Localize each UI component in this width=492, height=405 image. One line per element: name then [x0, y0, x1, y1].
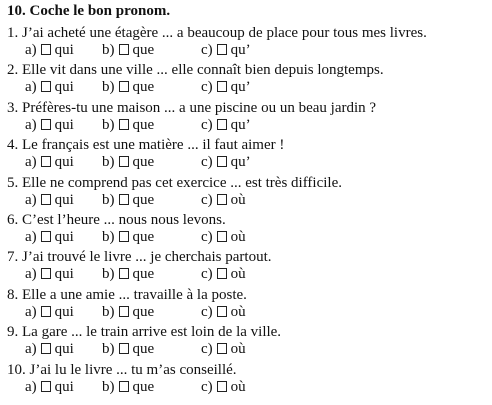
option-text: qui: [54, 303, 74, 320]
option-b-choice[interactable]: [102, 340, 154, 358]
option-c-choice[interactable]: [201, 303, 246, 321]
option-text: où: [230, 228, 246, 245]
option-b-choice[interactable]: [102, 116, 154, 134]
option-letter: b): [102, 154, 115, 171]
option-text: que: [132, 378, 155, 395]
question-text: 4. Le français est une matière ... il faut aimer !: [7, 137, 285, 154]
question-item: [0, 248, 492, 285]
checkbox-icon[interactable]: [119, 231, 129, 242]
option-c-choice[interactable]: [201, 378, 246, 396]
option-letter: a): [25, 266, 37, 283]
option-a-choice[interactable]: [25, 116, 74, 134]
option-letter: a): [25, 341, 37, 358]
question-item: [0, 61, 492, 98]
option-text: où: [230, 266, 246, 283]
option-letter: b): [102, 228, 115, 245]
question-text: 2. Elle vit dans une ville ... elle connaît bien depuis longtemps.: [7, 62, 384, 79]
option-letter: a): [25, 191, 37, 208]
checkbox-icon[interactable]: [217, 81, 227, 92]
option-letter: c): [201, 154, 213, 171]
question-item: [0, 323, 492, 360]
option-a-choice[interactable]: [25, 340, 74, 358]
option-a-choice[interactable]: [25, 153, 74, 171]
option-letter: a): [25, 79, 37, 96]
option-letter: c): [201, 341, 213, 358]
option-b-choice[interactable]: [102, 265, 154, 283]
option-text: qu’: [230, 42, 251, 58]
question-item: [0, 211, 492, 248]
option-c-choice[interactable]: [201, 116, 251, 134]
option-a-choice[interactable]: [25, 265, 74, 283]
option-letter: b): [102, 378, 115, 395]
option-letter: a): [25, 154, 37, 171]
checkbox-icon[interactable]: [217, 381, 227, 392]
option-text: où: [230, 378, 246, 395]
option-letter: c): [201, 303, 213, 320]
option-b-choice[interactable]: [102, 378, 154, 396]
option-c-choice[interactable]: [201, 265, 246, 283]
option-text: qui: [54, 341, 74, 358]
checkbox-icon[interactable]: [119, 268, 129, 279]
question-text: 10. J’ai lu le livre ... tu m’as conseillé.: [7, 361, 237, 378]
option-letter: c): [201, 228, 213, 245]
checkbox-icon[interactable]: [41, 381, 51, 392]
option-letter: c): [201, 116, 213, 133]
checkbox-icon[interactable]: [217, 156, 227, 167]
checkbox-icon[interactable]: [217, 44, 227, 55]
option-letter: a): [25, 303, 37, 320]
option-b-choice[interactable]: [102, 153, 154, 171]
option-text: que: [132, 116, 155, 133]
question-text: 3. Préfères-tu une maison ... a une piscine ou un beau jardin ?: [7, 99, 377, 116]
option-b-choice[interactable]: [102, 228, 154, 246]
option-text: qui: [54, 116, 74, 133]
question-text: 8. Elle a une amie ... travaille à la poste.: [7, 286, 247, 303]
option-text: qui: [54, 42, 74, 58]
checkbox-icon[interactable]: [119, 343, 129, 354]
option-b-choice[interactable]: [102, 41, 154, 59]
question-item: [0, 286, 492, 323]
option-text: qu’: [230, 154, 251, 171]
checkbox-icon[interactable]: [119, 194, 129, 205]
option-b-choice[interactable]: [102, 303, 154, 321]
option-letter: a): [25, 228, 37, 245]
option-letter: b): [102, 303, 115, 320]
option-b-choice[interactable]: [102, 191, 154, 209]
option-letter: a): [25, 116, 37, 133]
option-text: où: [230, 341, 246, 358]
option-letter: b): [102, 42, 115, 58]
checkbox-icon[interactable]: [41, 194, 51, 205]
option-letter: c): [201, 42, 213, 58]
option-letter: b): [102, 116, 115, 133]
question-item: [0, 24, 492, 61]
option-letter: c): [201, 378, 213, 395]
checkbox-icon[interactable]: [119, 306, 129, 317]
option-c-choice[interactable]: [201, 228, 246, 246]
option-text: où: [230, 191, 246, 208]
question-item: [0, 136, 492, 173]
checkbox-icon[interactable]: [119, 81, 129, 92]
option-a-choice[interactable]: [25, 378, 74, 396]
checkbox-icon[interactable]: [217, 306, 227, 317]
option-text: que: [132, 79, 155, 96]
checkbox-icon[interactable]: [41, 268, 51, 279]
checkbox-icon[interactable]: [41, 231, 51, 242]
option-text: qui: [54, 228, 74, 245]
option-a-choice[interactable]: [25, 191, 74, 209]
option-text: que: [132, 303, 155, 320]
option-text: qui: [54, 154, 74, 171]
option-text: que: [132, 266, 155, 283]
question-text: 6. C’est l’heure ... nous nous levons.: [7, 211, 226, 228]
option-text: où: [230, 303, 246, 320]
option-c-choice[interactable]: [201, 191, 246, 209]
option-text: que: [132, 341, 155, 358]
option-letter: c): [201, 266, 213, 283]
option-letter: b): [102, 79, 115, 96]
option-c-choice[interactable]: [201, 78, 251, 96]
option-letter: a): [25, 378, 37, 395]
question-text: 9. La gare ... le train arrive est loin de la ville.: [7, 324, 282, 341]
option-a-choice[interactable]: [25, 228, 74, 246]
option-text: qu’: [230, 116, 251, 133]
option-c-choice[interactable]: [201, 340, 246, 358]
checkbox-icon[interactable]: [119, 156, 129, 167]
option-text: qui: [54, 191, 74, 208]
checkbox-icon[interactable]: [217, 268, 227, 279]
checkbox-icon[interactable]: [119, 381, 129, 392]
exercise-title: 10. Coche le bon pronom.: [7, 3, 171, 19]
question-text: 5. Elle ne comprend pas cet exercice ... est très difficile.: [7, 174, 342, 191]
checkbox-icon[interactable]: [41, 306, 51, 317]
question-text: 1. J’ai acheté une étagère ... a beaucoup de place pour tous mes livres.: [7, 25, 427, 41]
option-c-choice[interactable]: [201, 153, 251, 171]
checkbox-icon[interactable]: [41, 343, 51, 354]
option-a-choice[interactable]: [25, 41, 74, 59]
checkbox-icon[interactable]: [217, 343, 227, 354]
option-a-choice[interactable]: [25, 303, 74, 321]
checkbox-icon[interactable]: [41, 119, 51, 130]
checkbox-icon[interactable]: [41, 81, 51, 92]
option-text: qui: [54, 378, 74, 395]
option-letter: c): [201, 191, 213, 208]
checkbox-icon[interactable]: [217, 194, 227, 205]
question-item: [0, 99, 492, 136]
checkbox-icon[interactable]: [41, 44, 51, 55]
checkbox-icon[interactable]: [119, 44, 129, 55]
option-b-choice[interactable]: [102, 78, 154, 96]
option-letter: a): [25, 42, 37, 58]
option-letter: b): [102, 341, 115, 358]
option-letter: c): [201, 79, 213, 96]
option-a-choice[interactable]: [25, 78, 74, 96]
option-text: qu’: [230, 79, 251, 96]
option-text: qui: [54, 266, 74, 283]
checkbox-icon[interactable]: [41, 156, 51, 167]
option-text: que: [132, 42, 155, 58]
question-item: [0, 174, 492, 211]
checkbox-icon[interactable]: [119, 119, 129, 130]
option-letter: b): [102, 191, 115, 208]
question-text: 7. J’ai trouvé le livre ... je cherchais partout.: [7, 249, 272, 266]
option-text: que: [132, 154, 155, 171]
question-list: [0, 24, 492, 398]
checkbox-icon[interactable]: [217, 119, 227, 130]
option-text: que: [132, 228, 155, 245]
checkbox-icon[interactable]: [217, 231, 227, 242]
question-item: [0, 361, 492, 398]
option-c-choice[interactable]: [201, 41, 251, 59]
option-text: qui: [54, 79, 74, 96]
option-letter: b): [102, 266, 115, 283]
option-text: que: [132, 191, 155, 208]
